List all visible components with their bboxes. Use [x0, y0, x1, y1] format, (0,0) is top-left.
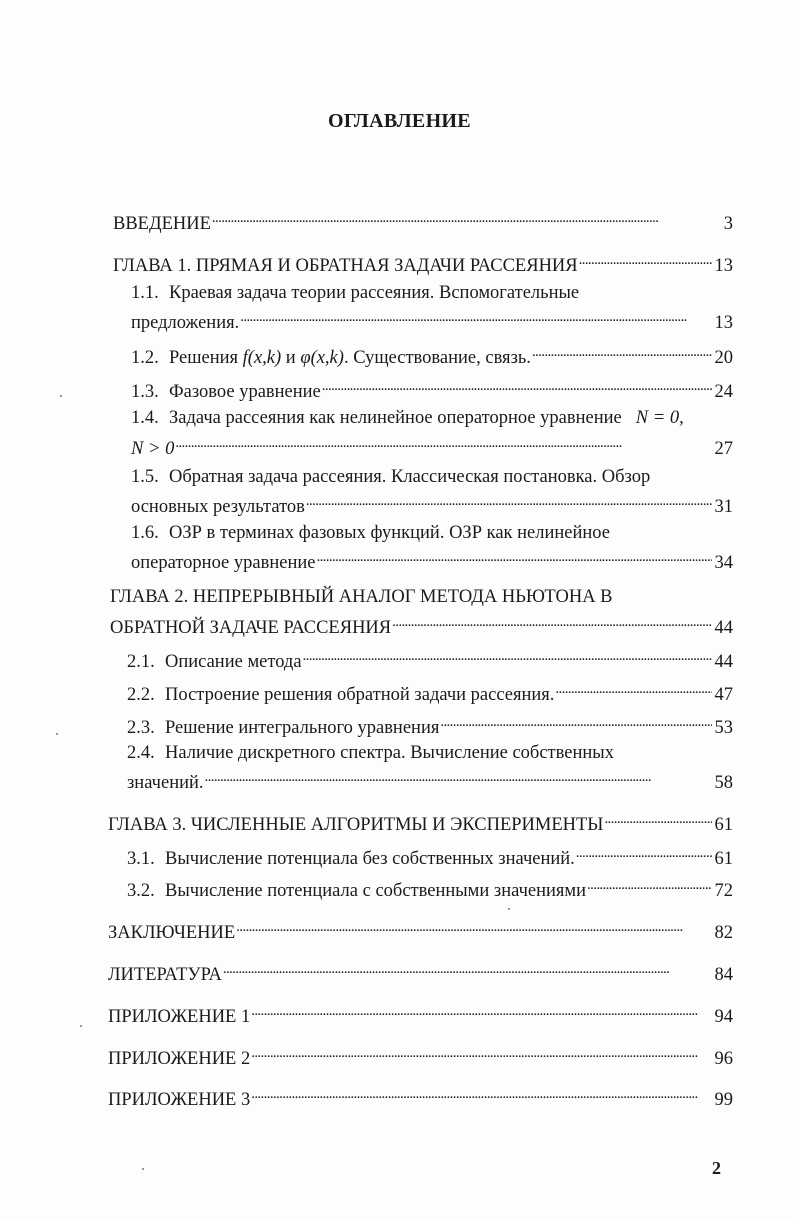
scan-speck — [508, 908, 510, 910]
dot-leader — [240, 304, 711, 328]
toc-entry-1-4-line1[interactable] — [131, 406, 733, 430]
toc-page: 99 — [714, 1090, 733, 1110]
toc-number: 2.2. — [127, 685, 155, 705]
toc-entry-2-3[interactable] — [127, 709, 733, 740]
dot-leader — [303, 643, 712, 667]
toc-entry-1-1-line2[interactable] — [131, 304, 733, 335]
toc-number: 1.3. — [131, 382, 159, 402]
toc-label: значений. — [127, 773, 204, 793]
toc-entry-3-2[interactable] — [127, 872, 733, 903]
toc-entry-appendix-2[interactable] — [108, 1040, 733, 1071]
toc-label: Вычисление потенциала без собственных значений. — [165, 849, 575, 869]
toc-label: ЛИТЕРАТУРА — [108, 965, 222, 985]
toc-entry-1-3[interactable] — [131, 373, 733, 404]
toc-entry-1-5-line2[interactable] — [131, 488, 733, 519]
toc-label: ЗАКЛЮЧЕНИЕ — [108, 923, 236, 943]
toc-number: 1.5. — [131, 467, 159, 487]
toc-entry-2-4-line1[interactable] — [127, 741, 733, 765]
toc-entry-1-6-line1[interactable] — [131, 521, 733, 545]
toc-label: ПРИЛОЖЕНИЕ 3 — [108, 1090, 251, 1110]
toc-entry-1-2[interactable] — [131, 339, 733, 370]
toc-number: 3.2. — [127, 881, 155, 901]
dot-leader — [212, 205, 721, 229]
toc-number: 1.1. — [131, 283, 159, 303]
scan-speck — [80, 1025, 82, 1027]
dot-leader — [251, 1081, 711, 1105]
toc-label: Вычисление потенциала с собственными значениями — [165, 881, 587, 901]
toc-page: 58 — [714, 773, 733, 793]
dot-leader — [532, 339, 712, 363]
toc-entry-chapter-1[interactable] — [113, 247, 733, 278]
toc-label: Обратная задача рассеяния. Классическая постановка. Обзор — [169, 467, 651, 487]
scan-speck — [56, 733, 58, 735]
toc-entry-chapter-2-line1[interactable] — [110, 585, 733, 609]
dot-leader — [205, 764, 712, 788]
toc-page: 84 — [714, 965, 733, 985]
toc-entry-2-2[interactable] — [127, 676, 733, 707]
toc-entry-2-1[interactable] — [127, 643, 733, 674]
dot-leader — [579, 247, 712, 271]
math-n-greater-zero: N > 0 — [131, 439, 175, 459]
toc-label: Задача рассеяния как нелинейное операторное уравнение — [169, 408, 622, 428]
toc-entry-conclusion[interactable] — [108, 914, 733, 945]
scan-speck — [142, 1168, 144, 1170]
page-number: 2 — [712, 1158, 721, 1178]
toc-number: 2.4. — [127, 743, 155, 763]
scan-speck — [60, 395, 62, 397]
dot-leader — [236, 914, 711, 938]
toc-label: ОБРАТНОЙ ЗАДАЧЕ РАССЕЯНИЯ — [110, 618, 392, 638]
toc-label: основных результатов — [131, 497, 305, 517]
toc-number: 1.2. — [131, 348, 159, 368]
dot-leader — [392, 609, 711, 633]
toc-label: предложения. — [131, 313, 240, 333]
toc-label-part: Решения — [169, 348, 239, 368]
toc-page: 13 — [714, 313, 733, 333]
toc-label: Фазовое уравнение — [169, 382, 321, 402]
toc-number: 2.3. — [127, 718, 155, 738]
dot-leader — [316, 544, 711, 568]
toc-label: ВВЕДЕНИЕ — [113, 214, 211, 234]
math-phi: φ(x,k) — [300, 348, 344, 368]
dot-leader — [587, 872, 711, 896]
toc-label: ОЗР в терминах фазовых функций. ОЗР как нелинейное — [169, 523, 610, 543]
toc-page: 72 — [714, 881, 733, 901]
toc-entry-1-5-line1[interactable] — [131, 465, 733, 489]
toc-page: 44 — [714, 652, 733, 672]
toc-label: ГЛАВА 3. ЧИСЛЕННЫЕ АЛГОРИТМЫ И ЭКСПЕРИМЕНТЫ — [108, 815, 604, 835]
toc-page: 27 — [714, 439, 733, 459]
page-title: ОГЛАВЛЕНИЕ — [328, 110, 471, 132]
toc-page: 34 — [714, 553, 733, 573]
dot-leader — [576, 840, 712, 864]
toc-page: 47 — [714, 685, 733, 705]
math-f: f(x,k) — [242, 348, 282, 368]
toc-entry-literature[interactable] — [108, 956, 733, 987]
toc-page: 44 — [714, 618, 733, 638]
toc-page: 31 — [714, 497, 733, 517]
toc-label: ГЛАВА 2. НЕПРЕРЫВНЫЙ АНАЛОГ МЕТОДА НЬЮТОНА В — [110, 587, 613, 607]
dot-leader — [175, 430, 711, 454]
toc-label: ПРИЛОЖЕНИЕ 1 — [108, 1007, 251, 1027]
toc-entry-chapter-3[interactable] — [108, 806, 733, 837]
toc-entry-appendix-3[interactable] — [108, 1081, 733, 1112]
toc-number: 1.6. — [131, 523, 159, 543]
toc-label-part: и — [285, 348, 296, 368]
toc-entry-appendix-1[interactable] — [108, 998, 733, 1029]
toc-label: Краевая задача теории рассеяния. Вспомогательные — [169, 283, 580, 303]
dot-leader — [604, 806, 711, 830]
toc-label: Описание метода — [165, 652, 302, 672]
toc-page: 94 — [714, 1007, 733, 1027]
toc-label — [169, 346, 531, 370]
toc-entry-1-4-line2[interactable] — [131, 430, 733, 461]
dot-leader — [251, 1040, 711, 1064]
toc-number: 2.1. — [127, 652, 155, 672]
toc-entry-intro[interactable] — [113, 205, 733, 236]
toc-entry-chapter-2-line2[interactable] — [110, 609, 733, 640]
toc-page: 13 — [714, 256, 733, 276]
toc-entry-3-1[interactable] — [127, 840, 733, 871]
toc-page: 82 — [714, 923, 733, 943]
toc-label: Решение интегрального уравнения — [165, 718, 440, 738]
dot-leader — [306, 488, 712, 512]
toc-label: ПРИЛОЖЕНИЕ 2 — [108, 1049, 251, 1069]
toc-page: 3 — [723, 214, 733, 234]
toc-number: 3.1. — [127, 849, 155, 869]
dot-leader — [223, 956, 712, 980]
toc-label: Наличие дискретного спектра. Вычисление собственных — [165, 743, 614, 763]
toc-page: 61 — [714, 815, 733, 835]
toc-entry-2-4-line2[interactable] — [127, 764, 733, 795]
dot-leader — [555, 676, 711, 700]
toc-label: ГЛАВА 1. ПРЯМАЯ И ОБРАТНАЯ ЗАДАЧИ РАССЕЯНИЯ — [113, 256, 578, 276]
dot-leader — [322, 373, 712, 397]
toc-entry-1-1-line1[interactable] — [131, 281, 733, 305]
toc-page: 20 — [714, 348, 733, 368]
toc-page: 96 — [714, 1049, 733, 1069]
toc-label-part: . Существование, связь. — [343, 348, 531, 368]
toc-label: операторное уравнение — [131, 553, 316, 573]
toc-number: 1.4. — [131, 408, 159, 428]
math-n-equals-zero: N = 0, — [635, 408, 684, 428]
dot-leader — [251, 998, 711, 1022]
dot-leader — [440, 709, 711, 733]
toc-page: 24 — [714, 382, 733, 402]
toc-entry-1-6-line2[interactable] — [131, 544, 733, 575]
toc-page: 61 — [714, 849, 733, 869]
toc-page: 53 — [714, 718, 733, 738]
toc-label: Построение решения обратной задачи рассеяния. — [165, 685, 555, 705]
